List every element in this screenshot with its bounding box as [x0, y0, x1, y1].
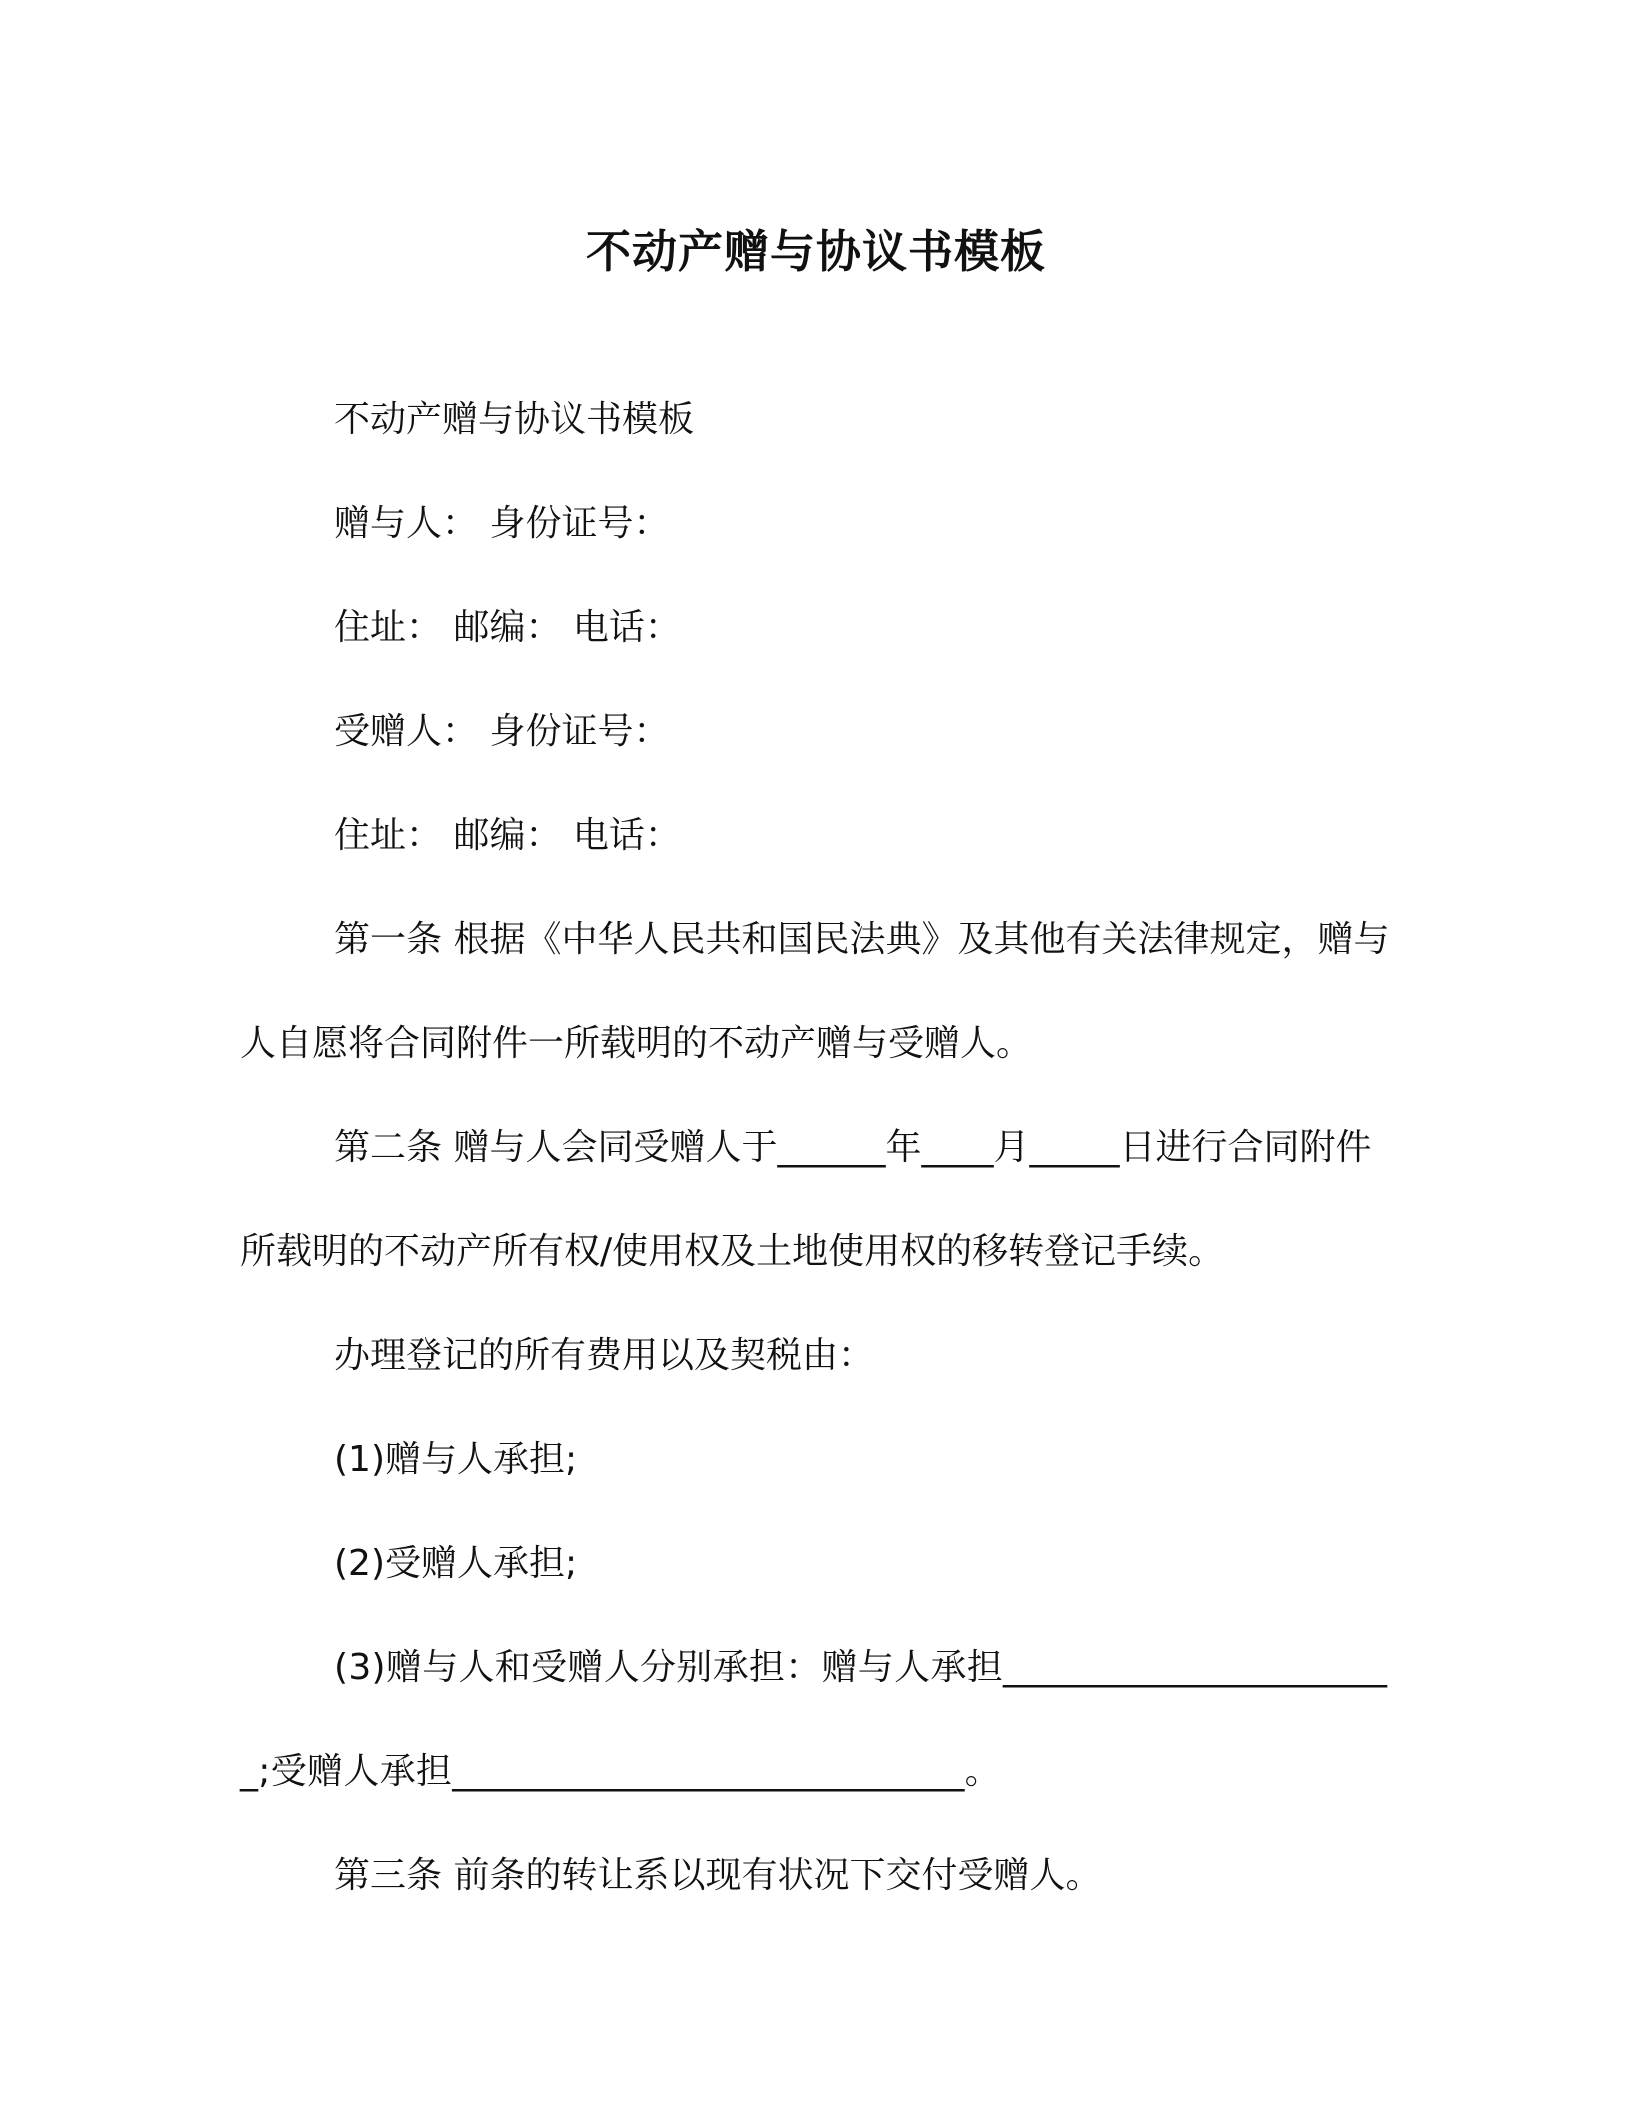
- paragraph-article-1: 第一条 根据《中华人民共和国民法典》及其他有关法律规定，赠与人自愿将合同附件一所载明的不动产赠与受赠人。: [240, 919, 1390, 1064]
- paragraph-donor-id: 赠与人： 身份证号：: [334, 503, 670, 544]
- paragraph-fees-option-1: (1)赠与人承担;: [334, 1439, 578, 1480]
- paragraph-fees-intro: 办理登记的所有费用以及契税由：: [334, 1335, 875, 1376]
- document-body: [240, 394, 1400, 1954]
- paragraph-article-2: 第二条 赠与人会同受赠人于______年____月_____日进行合同附件所载明的不动产所有权/使用权及土地使用权的移转登记手续。: [240, 1127, 1372, 1272]
- paragraph-fees-option-2: (2)受赠人承担;: [334, 1543, 578, 1584]
- paragraph-article-3: 第三条 前条的转让系以现有状况下交付受赠人。: [334, 1855, 1102, 1896]
- paragraph-donor-address: 住址： 邮编： 电话：: [334, 607, 681, 648]
- paragraph-fees-option-3: (3)赠与人和受赠人分别承担：赠与人承担______________________;受赠人承担____________________________。: [240, 1647, 1388, 1792]
- paragraph-donee-address: 住址： 邮编： 电话：: [334, 815, 681, 856]
- paragraph-heading: 不动产赠与协议书模板: [334, 399, 695, 440]
- document-title: 不动产赠与协议书模板: [585, 225, 1046, 278]
- paragraph-donee-id: 受赠人： 身份证号：: [334, 711, 670, 752]
